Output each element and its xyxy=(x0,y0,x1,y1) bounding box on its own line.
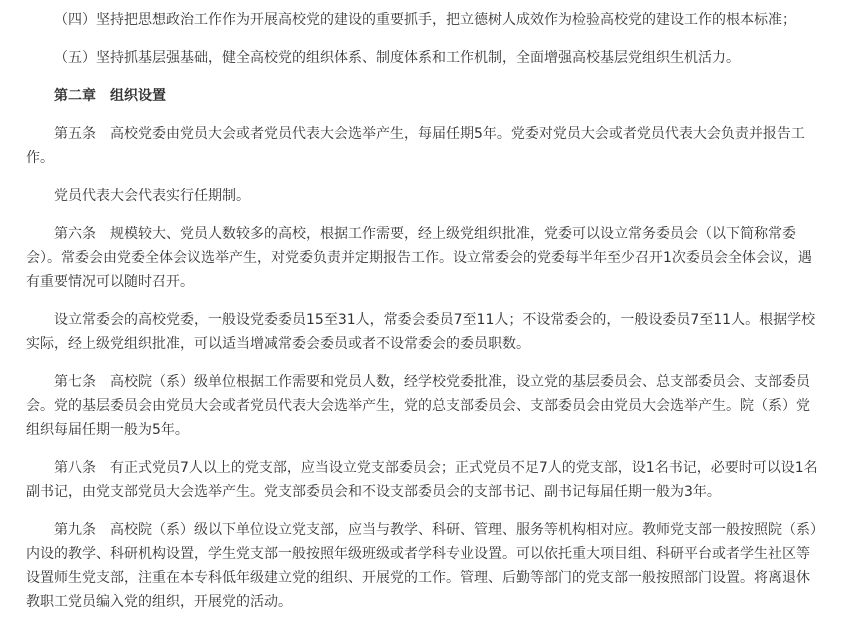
article-5-note: 党员代表大会代表实行任期制。 xyxy=(54,188,250,204)
article-6-paragraph-2: 设立常委会的高校党委，一般设党委委员15至31人，常委会委员7至11人；不设常委会的，一般设委员7至11人。根据学校实际，经上级党组织批准，可以适当增减常委会委员或者不设常委会的委员职数。 xyxy=(26,312,816,352)
paragraph-item-4: （四）坚持把思想政治工作作为开展高校党的建设的重要抓手，把立德树人成效作为检验高校党的建设工作的根本标准； xyxy=(54,12,796,28)
article-9: 第九条 高校院（系）级以下单位设立党支部，应当与教学、科研、管理、服务等机构相对应。教师党支部一般按照院（系）内设的教学、科研机构设置，学生党支部一般按照年级班级或者学科专业设置。可以依托重大项目组、科研平台或者学生社区等设置师生党支部，注重在本专科低年级建立党的组织、开展党的工作。管理、后勤等部门的党支部一般按照部门设置。将离退休教职工党员编入党的组织，开展党的活动。 xyxy=(26,522,817,610)
article-5: 第五条 高校党委由党员大会或者党员代表大会选举产生，每届任期5年。党委对党员大会或者党员代表大会负责并报告工作。 xyxy=(26,126,805,166)
article-6: 第六条 规模较大、党员人数较多的高校，根据工作需要，经上级党组织批准，党委可以设立常务委员会（以下简称常委会）。常委会由党委全体会议选举产生，对党委负责并定期报告工作。设立常委会的党委每半年至少召开1次委员会全体会议，遇有重要情况可以随时召开。 xyxy=(26,226,812,290)
article-7: 第七条 高校院（系）级单位根据工作需要和党员人数，经学校党委批准，设立党的基层委员会、总支部委员会、支部委员会。党的基层委员会由党员大会或者党员代表大会选举产生，党的总支部委员会、支部委员会由党员大会选举产生。院（系）党组织每届任期一般为5年。 xyxy=(26,374,810,438)
paragraph-item-5: （五）坚持抓基层强基础，健全高校党的组织体系、制度体系和工作机制，全面增强高校基层党组织生机活力。 xyxy=(54,50,740,66)
chapter-heading: 第二章 组织设置 xyxy=(54,88,166,104)
article-8: 第八条 有正式党员7人以上的党支部，应当设立党支部委员会；正式党员不足7人的党支部，设1名书记，必要时可以设1名副书记，由党支部党员大会选举产生。党支部委员会和不设支部委员会的支部书记、副书记每届任期一般为3年。 xyxy=(26,460,818,500)
